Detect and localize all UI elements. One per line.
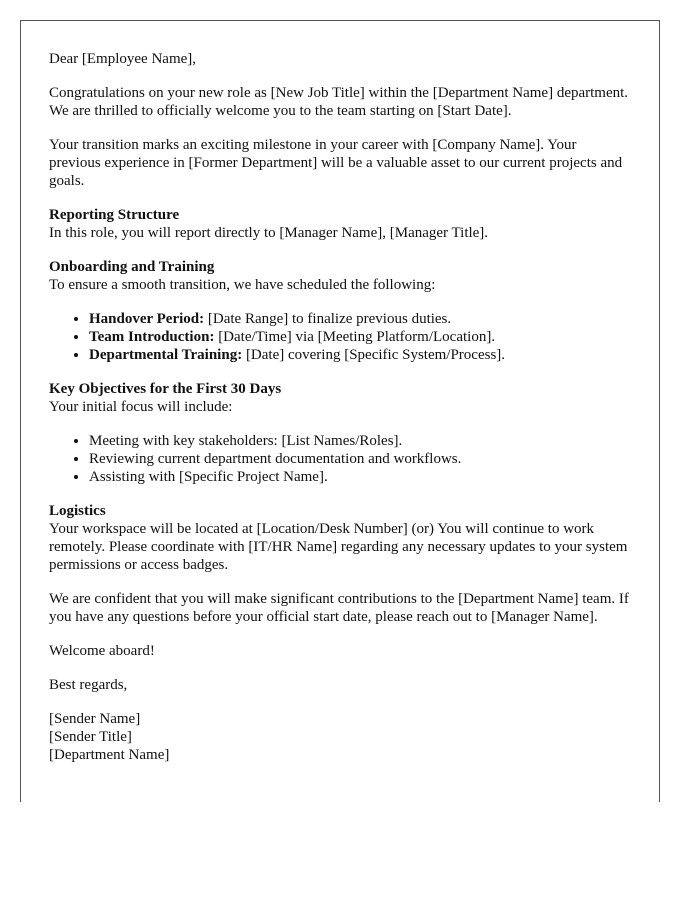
list-item — [89, 328, 631, 346]
objectives-body: Your initial focus will include: — [49, 399, 233, 415]
list-item — [89, 346, 631, 364]
list-item-text: [Date] covering [Specific System/Process]. — [242, 347, 506, 363]
onboarding-section — [49, 258, 631, 364]
list-item — [89, 310, 631, 328]
onboarding-body: To ensure a smooth transition, we have scheduled the following: — [49, 277, 436, 293]
list-item: • Meeting with key stakeholders: [List Names/Roles]. — [89, 432, 631, 450]
reporting-section — [49, 206, 631, 242]
intro-paragraph-1: Congratulations on your new role as [New Job Title] within the [Department Name] department. We are thrilled to officially welcome you to the team starting on [Start Date]. — [49, 85, 629, 119]
list-item-label: Handover Period: — [89, 311, 205, 327]
onboarding-list — [49, 310, 631, 364]
welcome-line: Welcome aboard! — [49, 643, 155, 659]
reporting-title: Reporting Structure — [49, 207, 180, 223]
objectives-section — [49, 380, 631, 486]
sign-off: Best regards, — [49, 677, 128, 693]
signature-block — [49, 710, 631, 764]
intro-paragraph-2: Your transition marks an exciting milestone in your career with [Company Name]. Your previous experience in [Former Department] will be a valuable asset to our current projects and goals. — [49, 137, 623, 189]
sender-title: [Sender Title] — [49, 729, 132, 745]
reporting-body: In this role, you will report directly to [Manager Name], [Manager Title]. — [49, 225, 489, 241]
sender-name: [Sender Name] — [49, 711, 141, 727]
list-item: • Assisting with [Specific Project Name]. — [89, 468, 631, 486]
greeting: Dear [Employee Name], — [49, 51, 197, 67]
list-item-text: [Date/Time] via [Meeting Platform/Location]. — [214, 329, 496, 345]
logistics-section — [49, 502, 631, 574]
logistics-title: Logistics — [49, 503, 106, 519]
onboarding-title: Onboarding and Training — [49, 259, 215, 275]
sender-department: [Department Name] — [49, 747, 170, 763]
objectives-list — [49, 432, 631, 486]
closing-paragraph: We are confident that you will make significant contributions to the [Department Name] team. If you have any questions before your official start date, please reach out to [Manager Name]. — [49, 591, 629, 625]
list-item-text: [Date Range] to finalize previous duties. — [204, 311, 452, 327]
list-item-label: Departmental Training: — [89, 347, 243, 363]
list-item-label: Team Introduction: — [89, 329, 215, 345]
list-item: • Reviewing current department documentation and workflows. — [89, 450, 631, 468]
objectives-title: Key Objectives for the First 30 Days — [49, 381, 282, 397]
logistics-body: Your workspace will be located at [Location/Desk Number] (or) You will continue to work remotely. Please coordinate with [IT/HR Name] regarding any necessary updates to your system permissions or access badges. — [49, 521, 628, 573]
letter-document — [20, 20, 660, 802]
